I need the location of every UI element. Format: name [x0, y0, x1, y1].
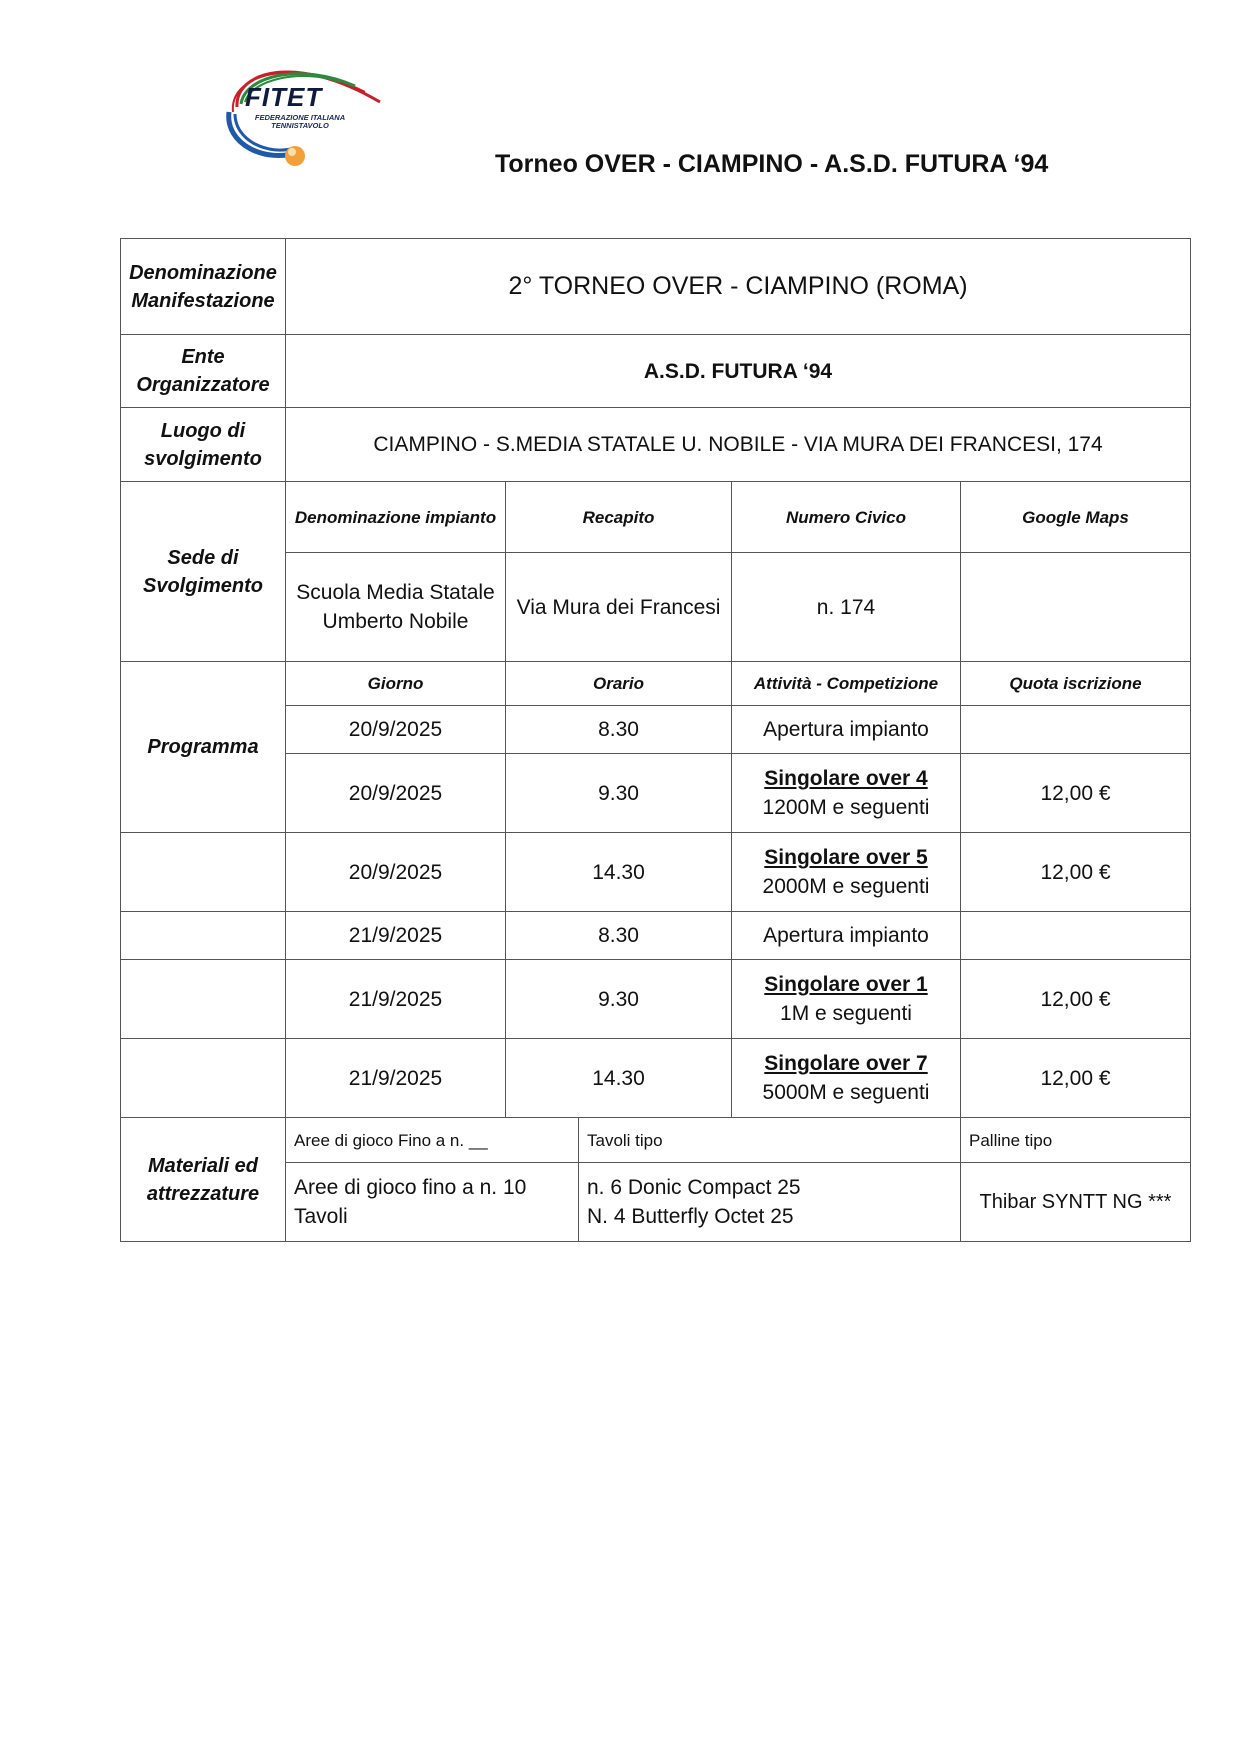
- label-sede: Sede di Svolgimento: [121, 482, 286, 662]
- cell-giorno: 21/9/2025: [286, 960, 506, 1039]
- header-aree-gioco: Aree di gioco Fino a n. __: [286, 1118, 579, 1163]
- row-programma-headers: [121, 662, 1191, 706]
- cell-attivita: [732, 833, 961, 912]
- cell-giorno: 21/9/2025: [286, 912, 506, 960]
- header-recapito: Recapito: [506, 482, 732, 553]
- row-manifestazione: [121, 239, 1191, 335]
- header-quota: Quota iscrizione: [961, 662, 1191, 706]
- logo-brand: FITET: [245, 82, 323, 112]
- competition-category: 1M e seguenti: [780, 1002, 912, 1025]
- cell-orario: 8.30: [506, 706, 732, 754]
- row-organizzatore: [121, 335, 1191, 408]
- cell-orario: 14.30: [506, 1039, 732, 1118]
- competition-name: Singolare over 7: [764, 1052, 928, 1075]
- header-palline-tipo: Palline tipo: [961, 1118, 1191, 1163]
- row-materiali-headers: [121, 1118, 1191, 1163]
- value-luogo: CIAMPINO - S.MEDIA STATALE U. NOBILE - VIA MURA DEI FRANCESI, 174: [286, 408, 1191, 482]
- row-luogo: [121, 408, 1191, 482]
- cell-quota: [961, 706, 1191, 754]
- cell-orario: 8.30: [506, 912, 732, 960]
- competition-category: 5000M e seguenti: [762, 1081, 930, 1104]
- value-palline-tipo: Thibar SYNTT NG ***: [961, 1163, 1191, 1242]
- value-recapito: Via Mura dei Francesi: [506, 553, 732, 662]
- cell-empty-label: [121, 833, 286, 912]
- table-row: [121, 960, 1191, 1039]
- competition-name: Singolare over 5: [764, 846, 928, 869]
- cell-giorno: 20/9/2025: [286, 754, 506, 833]
- competition-category: 1200M e seguenti: [762, 796, 930, 819]
- cell-orario: 9.30: [506, 754, 732, 833]
- label-materiali: Materiali ed attrezzature: [121, 1118, 286, 1242]
- cell-quota: 12,00 €: [961, 833, 1191, 912]
- competition-name: Singolare over 1: [764, 973, 928, 996]
- label-organizzatore: Ente Organizzatore: [121, 335, 286, 408]
- cell-attivita: [732, 754, 961, 833]
- value-tavoli-tipo: n. 6 Donic Compact 25 N. 4 Butterfly Octet 25: [579, 1163, 961, 1242]
- cell-quota: 12,00 €: [961, 754, 1191, 833]
- value-numero-civico: n. 174: [732, 553, 961, 662]
- competition-name: Singolare over 4: [764, 767, 928, 790]
- ball-icon: [285, 146, 305, 166]
- header-google-maps: Google Maps: [961, 482, 1191, 553]
- cell-orario: 14.30: [506, 833, 732, 912]
- header-numero-civico: Numero Civico: [732, 482, 961, 553]
- cell-attivita: Apertura impianto: [732, 912, 961, 960]
- cell-empty-label: [121, 1039, 286, 1118]
- value-organizzatore: A.S.D. FUTURA ‘94: [286, 335, 1191, 408]
- header-orario: Orario: [506, 662, 732, 706]
- cell-attivita: [732, 1039, 961, 1118]
- cell-giorno: 21/9/2025: [286, 1039, 506, 1118]
- header-denominazione-impianto: Denominazione impianto: [286, 482, 506, 553]
- competition-category: 2000M e seguenti: [762, 875, 930, 898]
- value-aree-gioco: Aree di gioco fino a n. 10 Tavoli: [286, 1163, 579, 1242]
- label-manifestazione: Denominazione Manifestazione: [121, 239, 286, 335]
- value-denominazione-impianto: Scuola Media Statale Umberto Nobile: [286, 553, 506, 662]
- header-tavoli-tipo: Tavoli tipo: [579, 1118, 961, 1163]
- cell-giorno: 20/9/2025: [286, 706, 506, 754]
- value-manifestazione: 2° TORNEO OVER - CIAMPINO (ROMA): [286, 239, 1191, 335]
- header-giorno: Giorno: [286, 662, 506, 706]
- row-sede-headers: [121, 482, 1191, 553]
- cell-orario: 9.30: [506, 960, 732, 1039]
- table-row: [121, 1039, 1191, 1118]
- cell-quota: 12,00 €: [961, 1039, 1191, 1118]
- tournament-info-table: [120, 238, 1191, 1242]
- label-luogo: Luogo di svolgimento: [121, 408, 286, 482]
- cell-giorno: 20/9/2025: [286, 833, 506, 912]
- cell-quota: [961, 912, 1191, 960]
- fitet-logo: [215, 52, 395, 170]
- value-google-maps: [961, 553, 1191, 662]
- cell-attivita: [732, 960, 961, 1039]
- cell-attivita: Apertura impianto: [732, 706, 961, 754]
- table-row: [121, 912, 1191, 960]
- cell-empty-label: [121, 912, 286, 960]
- document-title: Torneo OVER - CIAMPINO - A.S.D. FUTURA ‘94: [495, 150, 1049, 178]
- cell-quota: 12,00 €: [961, 960, 1191, 1039]
- header-attivita: Attività - Competizione: [732, 662, 961, 706]
- table-row: [121, 833, 1191, 912]
- logo-subtitle: FEDERAZIONE ITALIANA TENNISTAVOLO: [254, 113, 346, 130]
- cell-empty-label: [121, 960, 286, 1039]
- label-programma: Programma: [121, 662, 286, 833]
